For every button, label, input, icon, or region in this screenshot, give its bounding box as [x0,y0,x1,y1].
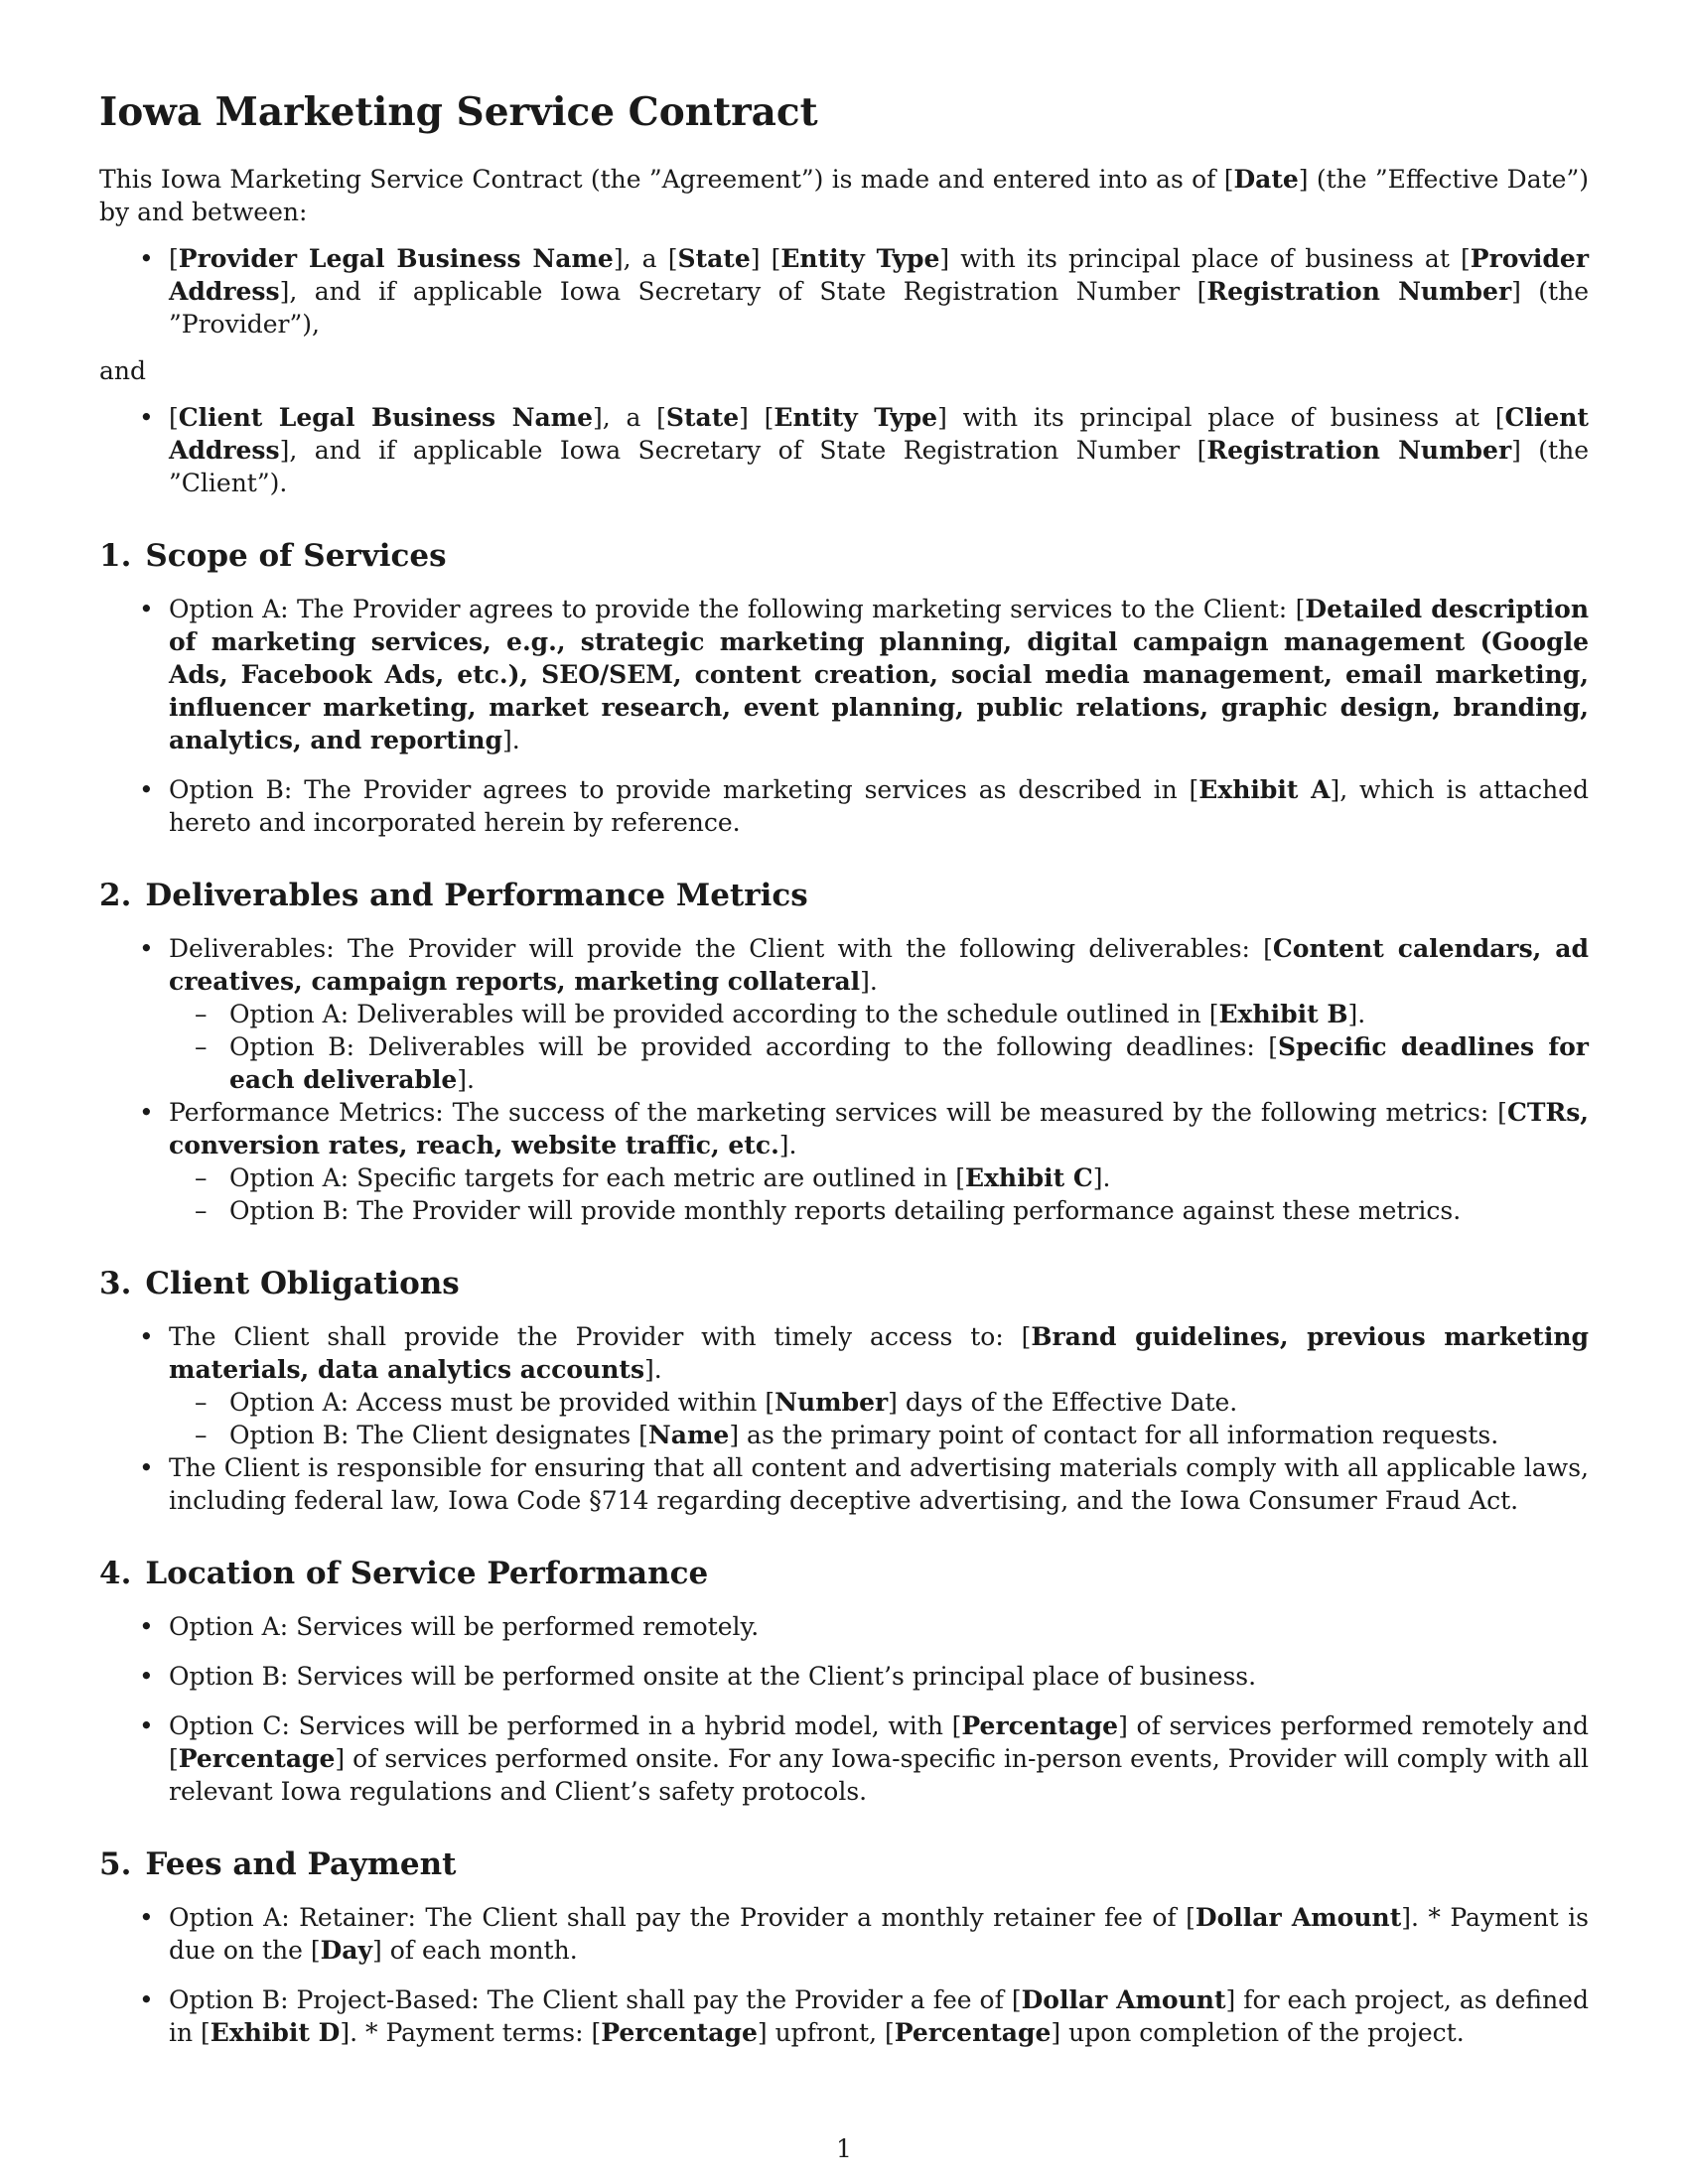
sub-list [169,1386,1589,1451]
and-connector: and [99,356,147,385]
list-item [99,773,1589,839]
text-run: ] upon completion of the project. [1051,2018,1465,2047]
text-run: ], a [ [593,403,666,432]
text-run: ] with its principal place of business at [ [939,244,1471,273]
text-run: ] of services performed remotely and [ [169,1711,1589,1773]
placeholder-field: Entity Type [774,403,938,432]
text-run: Option B: The Provider agrees to provide marketing services as described in [ [169,775,1199,804]
section-heading [99,1555,1589,1592]
text-run: ]. * Payment is due on the [ [169,1903,1589,1965]
placeholder-field: State [665,403,740,432]
text-run: Option A: Specific targets for each metric are outlined in [ [229,1163,965,1192]
party-client [99,401,1589,499]
section-heading [99,1845,1589,1883]
section-number: 5. [99,1846,132,1882]
section-list [99,1320,1589,1517]
sub-list-item [99,1030,1589,1096]
text-run: ], which is attached hereto and incorporated herein by reference. [169,775,1589,837]
text-run: ]. * Payment terms: [ [340,2018,602,2047]
section-list [99,932,1589,1227]
placeholder-field: Percentage [178,1744,336,1773]
placeholder-field: Percentage [894,2018,1052,2047]
text-run: Option A: Access must be provided within [ [229,1388,775,1417]
text-run: ] of services performed onsite. For any Iowa-specific in-person events, Provider will comply with all relevant Iowa regulations and Client’s safety protocols. [169,1744,1589,1806]
list-item [99,1901,1589,1967]
placeholder-field: Brand guidelines, previous marketing materials, data analytics accounts [169,1322,1590,1384]
section-number: 3. [99,1266,132,1301]
text-run: ], a [ [613,244,678,273]
sub-list [169,998,1589,1096]
text-run: ] (the ”Client”). [169,436,1590,497]
list-item [99,1610,1589,1643]
text-run: Option A: The Provider agrees to provide the following marketing services to the Client: [ [169,595,1306,623]
placeholder-field: Detailed description of marketing services, e.g., strategic marketing planning, digital campaign management (Google Ads, Facebook Ads, etc.), SEO/SEM, content creation, social media management, email marketing, influencer marketing, market research, event planning, public relations, graphic design, branding, analytics, and reporting [169,595,1589,754]
section-title: Deliverables and Performance Metrics [145,878,808,913]
text-run: [ [169,244,179,273]
intro-paragraph [99,163,1589,228]
placeholder-field: Name [647,1421,730,1449]
party-provider [99,242,1589,341]
text-run: Option A: Deliverables will be provided according to the schedule outlined in [ [229,1000,1219,1028]
sub-list-item [99,1161,1589,1194]
placeholder-field: Provider Address [169,244,1589,306]
section-list [99,593,1589,839]
text-run: ] [ [739,403,774,432]
text-run: ]. [1092,1163,1111,1192]
section-title: Location of Service Performance [145,1556,709,1591]
text-run: ]. [860,967,878,996]
text-run: Option B: Deliverables will be provided according to the following deadlines: [ [229,1032,1279,1061]
text-run: [ [169,403,179,432]
document-page [99,89,1589,2049]
placeholder-field: Client Address [169,403,1589,465]
section-number: 4. [99,1556,132,1591]
placeholder-field: Registration Number [1206,277,1512,306]
section-list [99,1610,1589,1808]
text-run: ] for each project, as defined in [ [169,1985,1589,2047]
text-run: ] of each month. [372,1936,578,1965]
text-run: ]. [1347,1000,1366,1028]
sub-list-item [99,998,1589,1030]
sub-list-item [99,1194,1589,1227]
placeholder-field: Percentage [961,1711,1119,1740]
text-run: The Client shall provide the Provider with timely access to: [ [169,1322,1032,1351]
text-run: ]. [457,1065,475,1094]
text-run: Deliverables: The Provider will provide the Client with the following deliverables: [ [169,934,1273,963]
placeholder-field: Number [774,1388,889,1417]
section-heading [99,877,1589,914]
text-run: ], and if applicable Iowa Secretary of State Registration Number [ [279,277,1207,306]
placeholder-field: Exhibit C [964,1163,1093,1192]
text-run: ]. [778,1131,797,1160]
placeholder-field: Dollar Amount [1021,1985,1226,2014]
placeholder-field: Exhibit A [1198,775,1331,804]
text-run: ] with its principal place of business at [ [937,403,1505,432]
text-run: Option C: Services will be performed in a hybrid model, with [ [169,1711,962,1740]
sub-list-item [99,1386,1589,1419]
text-run: ] upfront, [ [757,2018,895,2047]
text-run: Option B: The Provider will provide monthly reports detailing performance against these metrics. [229,1196,1462,1225]
party-list [99,242,1589,341]
text-run: Option A: Retainer: The Client shall pay the Provider a monthly retainer fee of [ [169,1903,1196,1932]
section-heading [99,1265,1589,1302]
text-run: ]. [644,1355,662,1384]
placeholder-field: Day [320,1936,372,1965]
text-run: ] [ [750,244,781,273]
list-item [99,1709,1589,1808]
document-title: Iowa Marketing Service Contract [99,89,818,135]
sections-container [99,537,1589,2049]
text-run: Performance Metrics: The success of the marketing services will be measured by the following metrics: [ [169,1098,1507,1127]
page-number: 1 [836,2134,852,2163]
text-run: Option B: Services will be performed onsite at the Client’s principal place of business. [169,1662,1257,1691]
placeholder-field: Content calendars, ad creatives, campaign reports, marketing collateral [169,934,1589,996]
sub-list-item [99,1419,1589,1451]
text-run: ], and if applicable Iowa Secretary of State Registration Number [ [279,436,1207,465]
list-item [99,1451,1589,1517]
text-run: ] (the ”Effective Date”) by and between: [99,165,1589,226]
placeholder-field: Client Legal Business Name [178,403,594,432]
section-title: Client Obligations [145,1266,460,1301]
text-run: ] days of the Effective Date. [888,1388,1238,1417]
party-list [99,401,1589,499]
text-run: This Iowa Marketing Service Contract (the ”Agreement”) is made and entered into as of [ [99,165,1234,194]
placeholder-field: Provider Legal Business Name [178,244,614,273]
text-run: Option A: Services will be performed remotely. [169,1612,760,1641]
placeholder-field: Percentage [601,2018,758,2047]
placeholder-field: Exhibit B [1218,1000,1348,1028]
placeholder-field: Exhibit D [210,2018,341,2047]
text-run: ] as the primary point of contact for all information requests. [729,1421,1499,1449]
sub-list [169,1161,1589,1227]
list-item [99,1660,1589,1693]
list-item [99,932,1589,1096]
list-item [99,1320,1589,1451]
placeholder-field: Entity Type [780,244,940,273]
section-number: 1. [99,538,132,574]
placeholder-field: Dollar Amount [1195,1903,1402,1932]
list-item [99,593,1589,756]
placeholder-field: Registration Number [1206,436,1512,465]
section-title: Scope of Services [145,538,447,574]
text-run: Option B: Project-Based: The Client shall pay the Provider a fee of [ [169,1985,1022,2014]
placeholder-field: Date [1233,165,1299,194]
placeholder-field: State [677,244,751,273]
placeholder-field: CTRs, conversion rates, reach, website traffic, etc. [169,1098,1589,1160]
section-title: Fees and Payment [145,1846,457,1882]
list-item [99,1983,1589,2049]
list-item [99,1096,1589,1227]
text-run: The Client is responsible for ensuring that all content and advertising materials comply with all applicable laws, including federal law, Iowa Code §714 regarding deceptive advertising, and the Iowa Consumer Fraud Act. [169,1453,1589,1515]
section-heading [99,537,1589,575]
placeholder-field: Specific deadlines for each deliverable [229,1032,1589,1094]
section-list [99,1901,1589,2049]
text-run: ] (the ”Provider”), [169,277,1590,339]
text-run: ]. [502,726,520,754]
text-run: Option B: The Client designates [ [229,1421,648,1449]
section-number: 2. [99,878,132,913]
